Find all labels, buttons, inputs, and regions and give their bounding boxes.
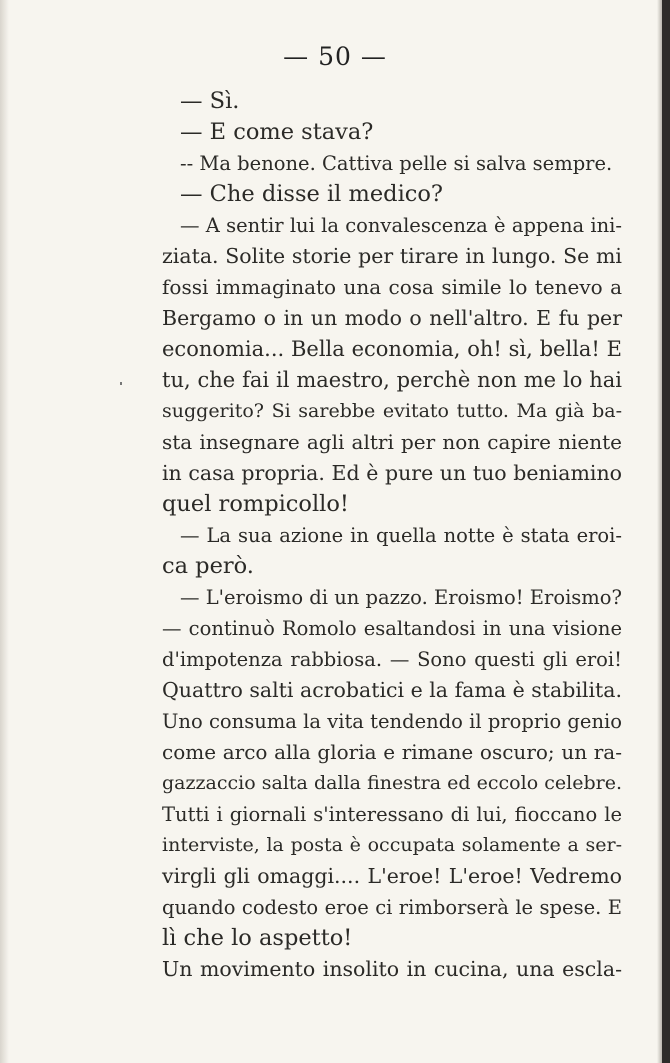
text-line: quando codesto eroe ci rimborserà le spese. E: [162, 896, 622, 919]
text-line: Bergamo o in un modo o nell'altro. E fu per: [162, 306, 622, 330]
text-line: tu, che fai il maestro, perchè non me lo hai: [162, 368, 622, 392]
text-line: Un movimento insolito in cucina, una escla-: [162, 957, 622, 981]
text-line: Uno consuma la vita tendendo il proprio genio: [162, 710, 622, 733]
text-line: in casa propria. Ed è pure un tuo beniamino: [162, 461, 622, 485]
text-line: quel rompicollo!: [162, 491, 349, 517]
text-line: — continuò Romolo esaltandosi in una visione: [162, 617, 622, 640]
page-number: — 50 —: [283, 42, 387, 71]
text-line: -- Ma benone. Cattiva pelle si salva sempre.: [180, 152, 613, 175]
text-line: — A sentir lui la convalescenza è appena ini-: [180, 214, 622, 237]
body-text: [162, 86, 622, 985]
text-line: — Sì.: [180, 88, 240, 114]
text-line: ca però.: [162, 553, 254, 579]
text-line: come arco alla gloria e rimane oscuro; un ra-: [162, 740, 622, 764]
text-line: economia... Bella economia, oh! sì, bella! E: [162, 337, 622, 361]
text-line: fossi immaginato una cosa simile lo tenevo a: [162, 275, 622, 299]
text-line: Quattro salti acrobatici e la fama è stabilita.: [162, 678, 622, 702]
text-line: — E come stava?: [180, 119, 374, 145]
text-line: virgli gli omaggi.... L'eroe! L'eroe! Vedremo: [162, 864, 622, 888]
text-line: suggerito? Si sarebbe evitato tutto. Ma già ba-: [162, 400, 622, 422]
text-line: sta insegnare agli altri per non capire niente: [162, 430, 622, 454]
text-line: ziata. Solite storie per tirare in lungo. Se mi: [162, 244, 622, 268]
page-gutter-shadow: [0, 0, 9, 1063]
text-line: lì che lo aspetto!: [162, 925, 353, 951]
text-line: gazzaccio salta dalla finestra ed eccolo celebre.: [162, 772, 622, 794]
page-edge-bar: [662, 0, 670, 1063]
text-line: — La sua azione in quella notte è stata eroi-: [180, 524, 622, 547]
text-line: — L'eroismo di un pazzo. Eroismo! Eroismo?: [180, 586, 622, 609]
text-line: d'impotenza rabbiosa. — Sono questi gli eroi!: [162, 648, 622, 671]
text-line: Tutti i giornali s'interessano di lui, fioccano le: [162, 803, 622, 826]
print-speck: [120, 382, 122, 385]
text-line: — Che disse il medico?: [180, 181, 443, 207]
text-line: interviste, la posta è occupata solamente a ser-: [162, 834, 622, 856]
